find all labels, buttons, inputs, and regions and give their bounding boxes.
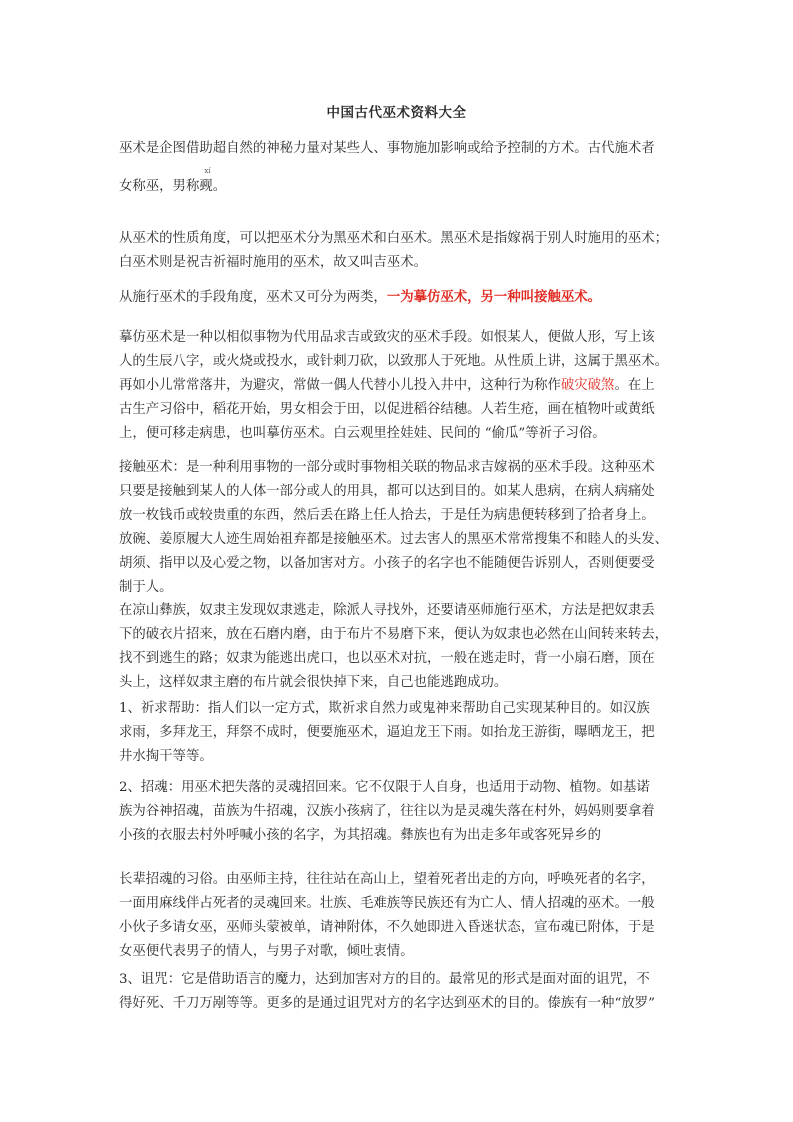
text-line: 放碗、姜原履大人迹生周始祖弃都是接触巫术。过去害人的黑巫术常常搜集不和睦人的头发、: [119, 532, 669, 547]
highlighted-text: 破灾破煞: [560, 378, 615, 393]
text-line: 巫术是企图借助超自然的神秘力量对某些人、事物施加影响或给予控制的方术。古代施术者: [119, 141, 655, 156]
text-line: 小孩的衣服去村外呼喊小孩的名字，为其招魂。彝族也有为出走多年或客死异乡的: [119, 828, 602, 843]
text-span: 。: [212, 179, 227, 194]
ruby-annotation: xí: [204, 167, 211, 175]
paragraph-imitative-magic: [119, 326, 679, 446]
paragraph-definition: [119, 136, 679, 200]
text-span: 再如小儿常常落井，为避灾，常做一偶人代替小儿投入井中，这种行为称作: [119, 378, 561, 393]
paragraph-liangshan-yi: [119, 599, 679, 695]
text-line: 长辈招魂的习俗。由巫师主持，往往站在高山上，望着死者出走的方向，呼唤死者的名字，: [119, 872, 655, 887]
text-line: 人的生辰八字，或火烧或投水，或针刺刀砍，以致那人于死地。从性质上讲，这属于黑巫术。: [119, 354, 669, 369]
text-line: 摹仿巫术是一种以相似事物为代用品求吉或致灾的巫术手段。如恨某人，便做人形，写上该: [119, 330, 655, 345]
paragraph-contact-magic: [119, 456, 679, 600]
text-span: 。在上: [614, 378, 655, 393]
paragraph-curse: [119, 968, 679, 1016]
paragraph-prayer: [119, 697, 679, 769]
text-span: 从施行巫术的手段角度，巫术又可分为两类，: [119, 290, 387, 305]
text-line: 得好死、千刀万剐等等。更多的是通过诅咒对方的名字达到巫术的目的。傣族有一种“放罗”: [119, 996, 655, 1011]
page-title: 中国古代巫术资料大全: [326, 105, 467, 121]
ruby-char: [199, 167, 213, 198]
text-line: [119, 167, 679, 200]
text-line: 制于人。: [119, 580, 173, 595]
paragraph-soul-calling: [119, 776, 679, 848]
text-line: 小伙子多请女巫，巫师头蒙被单，请神附体，不久她即进入昏迷状态，宣布魂已附体，于是: [119, 920, 655, 935]
text-line: 求雨，多拜龙王，拜祭不成时，便要施巫术，逼迫龙王下雨。如抬龙王游街，曝晒龙王，把: [119, 725, 655, 740]
text-line: 族为谷神招魂，苗族为牛招魂，汉族小孩病了，往往以为是灵魂失落在村外，妈妈则要拿着: [119, 804, 655, 819]
text-line: 在凉山彝族，奴隶主发现奴隶逃走，除派人寻找外，还要请巫师施行巫术，方法是把奴隶丢: [119, 603, 655, 618]
text-line: 胡须、指甲以及心爱之物，以备加害对方。小孩子的名字也不能随便告诉别人，否则便要受: [119, 556, 655, 571]
paragraph-black-white-magic: [119, 227, 679, 275]
text-line: 古生产习俗中，稻花开始，男女相会于田，以促进稻谷结穗。人若生疮，画在植物叶或黄纸: [119, 402, 655, 417]
text-line: 女巫便代表男子的情人，与男子对歌，倾吐衷情。: [119, 944, 414, 959]
text-line: [119, 285, 679, 309]
text-span: 女称巫，男称: [119, 179, 200, 194]
text-line: 井水掏干等等。: [119, 749, 213, 764]
text-line: 1、祈求帮助：指人们以一定方式，欺祈求自然力或鬼神来帮助自己实现某种目的。如汉族: [119, 701, 650, 716]
text-line: 接触巫术：是一种利用事物的一部分或时事物相关联的物品求吉嫁祸的巫术手段。这种巫术: [119, 460, 655, 475]
text-line: 下的破衣片招来，放在石磨内磨，由于布片不易磨下来，便认为奴隶也必然在山间转来转去，: [119, 627, 669, 642]
highlighted-text: 一为摹仿巫术，另一种叫接触巫术。: [386, 289, 602, 305]
text-line: 找不到逃生的路；奴隶为能逃出虎口，也以巫术对抗，一般在逃走时，背一小扇石磨，顶在: [119, 651, 655, 666]
paragraph-soul-calling-cont: [119, 868, 679, 964]
text-line: 2、招魂：用巫术把失落的灵魂招回来。它不仅限于人自身，也适用于动物、植物。如基诺: [119, 780, 650, 795]
text-line: 只要是接触到某人的人体一部分或人的用具，都可以达到目的。如某人患病，在病人病痛处: [119, 484, 655, 499]
text-line: 白巫术则是祝吉祈福时施用的巫术，故又叫吉巫术。: [119, 255, 427, 270]
paragraph-classification: [119, 285, 679, 309]
text-line: [119, 374, 679, 398]
text-line: 头上，这样奴隶主磨的布片就会很快掉下来，自己也能逃跑成功。: [119, 675, 508, 690]
text-span: 觋: [199, 179, 213, 194]
text-line: 从巫术的性质角度，可以把巫术分为黑巫术和白巫术。黑巫术是指嫁祸于别人时施用的巫术；: [119, 231, 669, 246]
text-line: 3、诅咒：它是借助语言的魔力，达到加害对方的目的。最常见的形式是面对面的诅咒，不: [119, 972, 650, 987]
text-line: 放一枚钱币或较贵重的东西，然后丢在路上任人拾去，于是任为病患便转移到了拾者身上。: [119, 508, 655, 523]
text-line: 上，便可移走病患，也叫摹仿巫术。白云观里拴娃娃、民间的 “偷瓜”等祈子习俗。: [119, 426, 606, 441]
text-line: 一面用麻线伴占死者的灵魂回来。壮族、毛难族等民族还有为亡人、情人招魂的巫术。一般: [119, 896, 655, 911]
